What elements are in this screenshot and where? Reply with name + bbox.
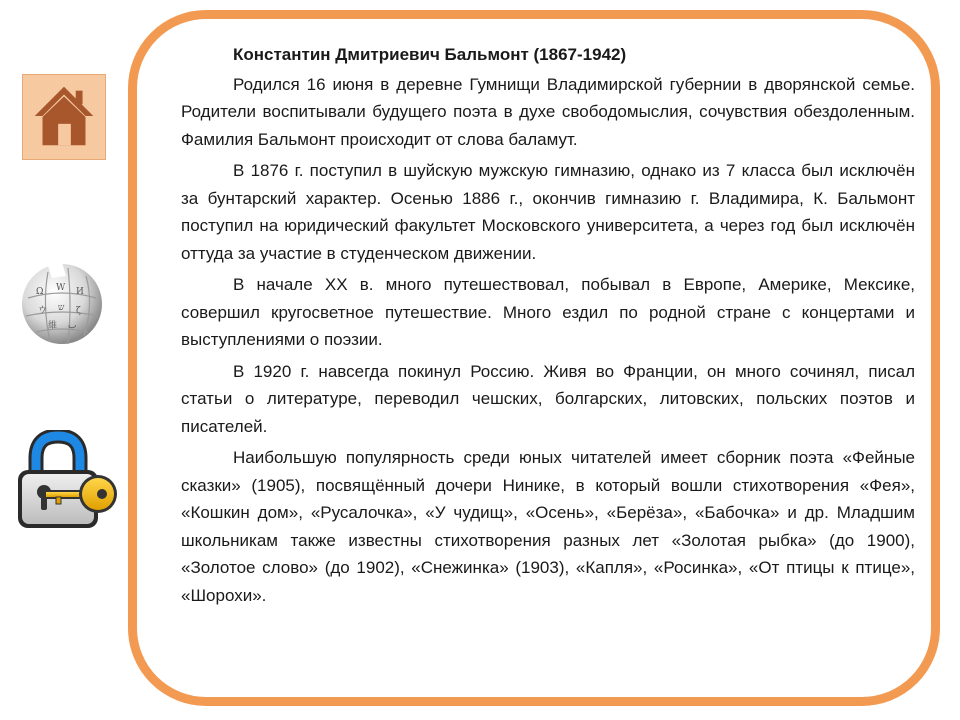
content-frame <box>128 10 940 706</box>
svg-text:W: W <box>56 283 66 293</box>
svg-text:ש: ש <box>58 303 65 313</box>
padlock-key-icon <box>14 430 122 532</box>
wikipedia-globe-icon <box>18 258 106 346</box>
article-paragraph: В 1876 г. поступил в шуйскую мужскую гимназию, однако из 7 класса был исключён за бунтарский характер. Осенью 1886 г., окончив гимназию г. Владимира, К. Бальмонт поступил на юридический факультет Московского университета, а через год был исключён оттуда за участие в студенческом движении. <box>181 161 915 263</box>
article-paragraph: В 1920 г. навсегда покинул Россию. Живя во Франции, он много сочинял, писал статьи о литературе, переводил чешских, болгарских, литовских, польских поэтов и писателей. <box>181 361 915 436</box>
article-paragraph: Наибольшую популярность среди юных читателей имеет сборник поэта «Фейные сказки» (1905), посвящённый дочери Нинике, в который вошли стихотворения «Фея», «Кошкин дом», «Русалочка», «У чудищ», «Осень», «Берёза», «Бабочка» и др. Младшим школьникам также известны стихотворения разных лет «Золотая рыбка» (до 1900), «Золотое слово» (до 1902), «Снежинка» (1903), «Капля», «Росинка», «От птицы к птице», «Шорохи». <box>181 448 915 605</box>
lock-button[interactable] <box>14 430 122 532</box>
svg-text:И: И <box>76 287 84 297</box>
article-text <box>181 41 915 613</box>
wikipedia-button[interactable] <box>18 258 106 346</box>
home-icon <box>23 75 105 159</box>
article-title: Константин Дмитриевич Бальмонт (1867-1942) <box>233 45 627 64</box>
svg-text:ウ: ウ <box>38 306 48 316</box>
svg-text:ب: ب <box>68 321 77 331</box>
svg-text:ζ: ζ <box>76 306 81 316</box>
svg-text:Ω: Ω <box>36 287 44 297</box>
svg-text:維: 維 <box>48 321 58 331</box>
article-paragraph: В начале XX в. много путешествовал, побывал в Европе, Америке, Мексике, совершил кругосветное путешествие. Много ездил по родной стране с концертами и выступлениями о поэзии. <box>181 275 915 349</box>
home-button[interactable] <box>22 74 106 160</box>
article-paragraph: Родился 16 июня в деревне Гумнищи Владимирской губернии в дворянской семье. Родители воспитывали будущего поэта в духе свободомыслия, сочувствия обездоленным. Фамилия Бальмонт происходит от слова баламут. <box>181 74 915 149</box>
